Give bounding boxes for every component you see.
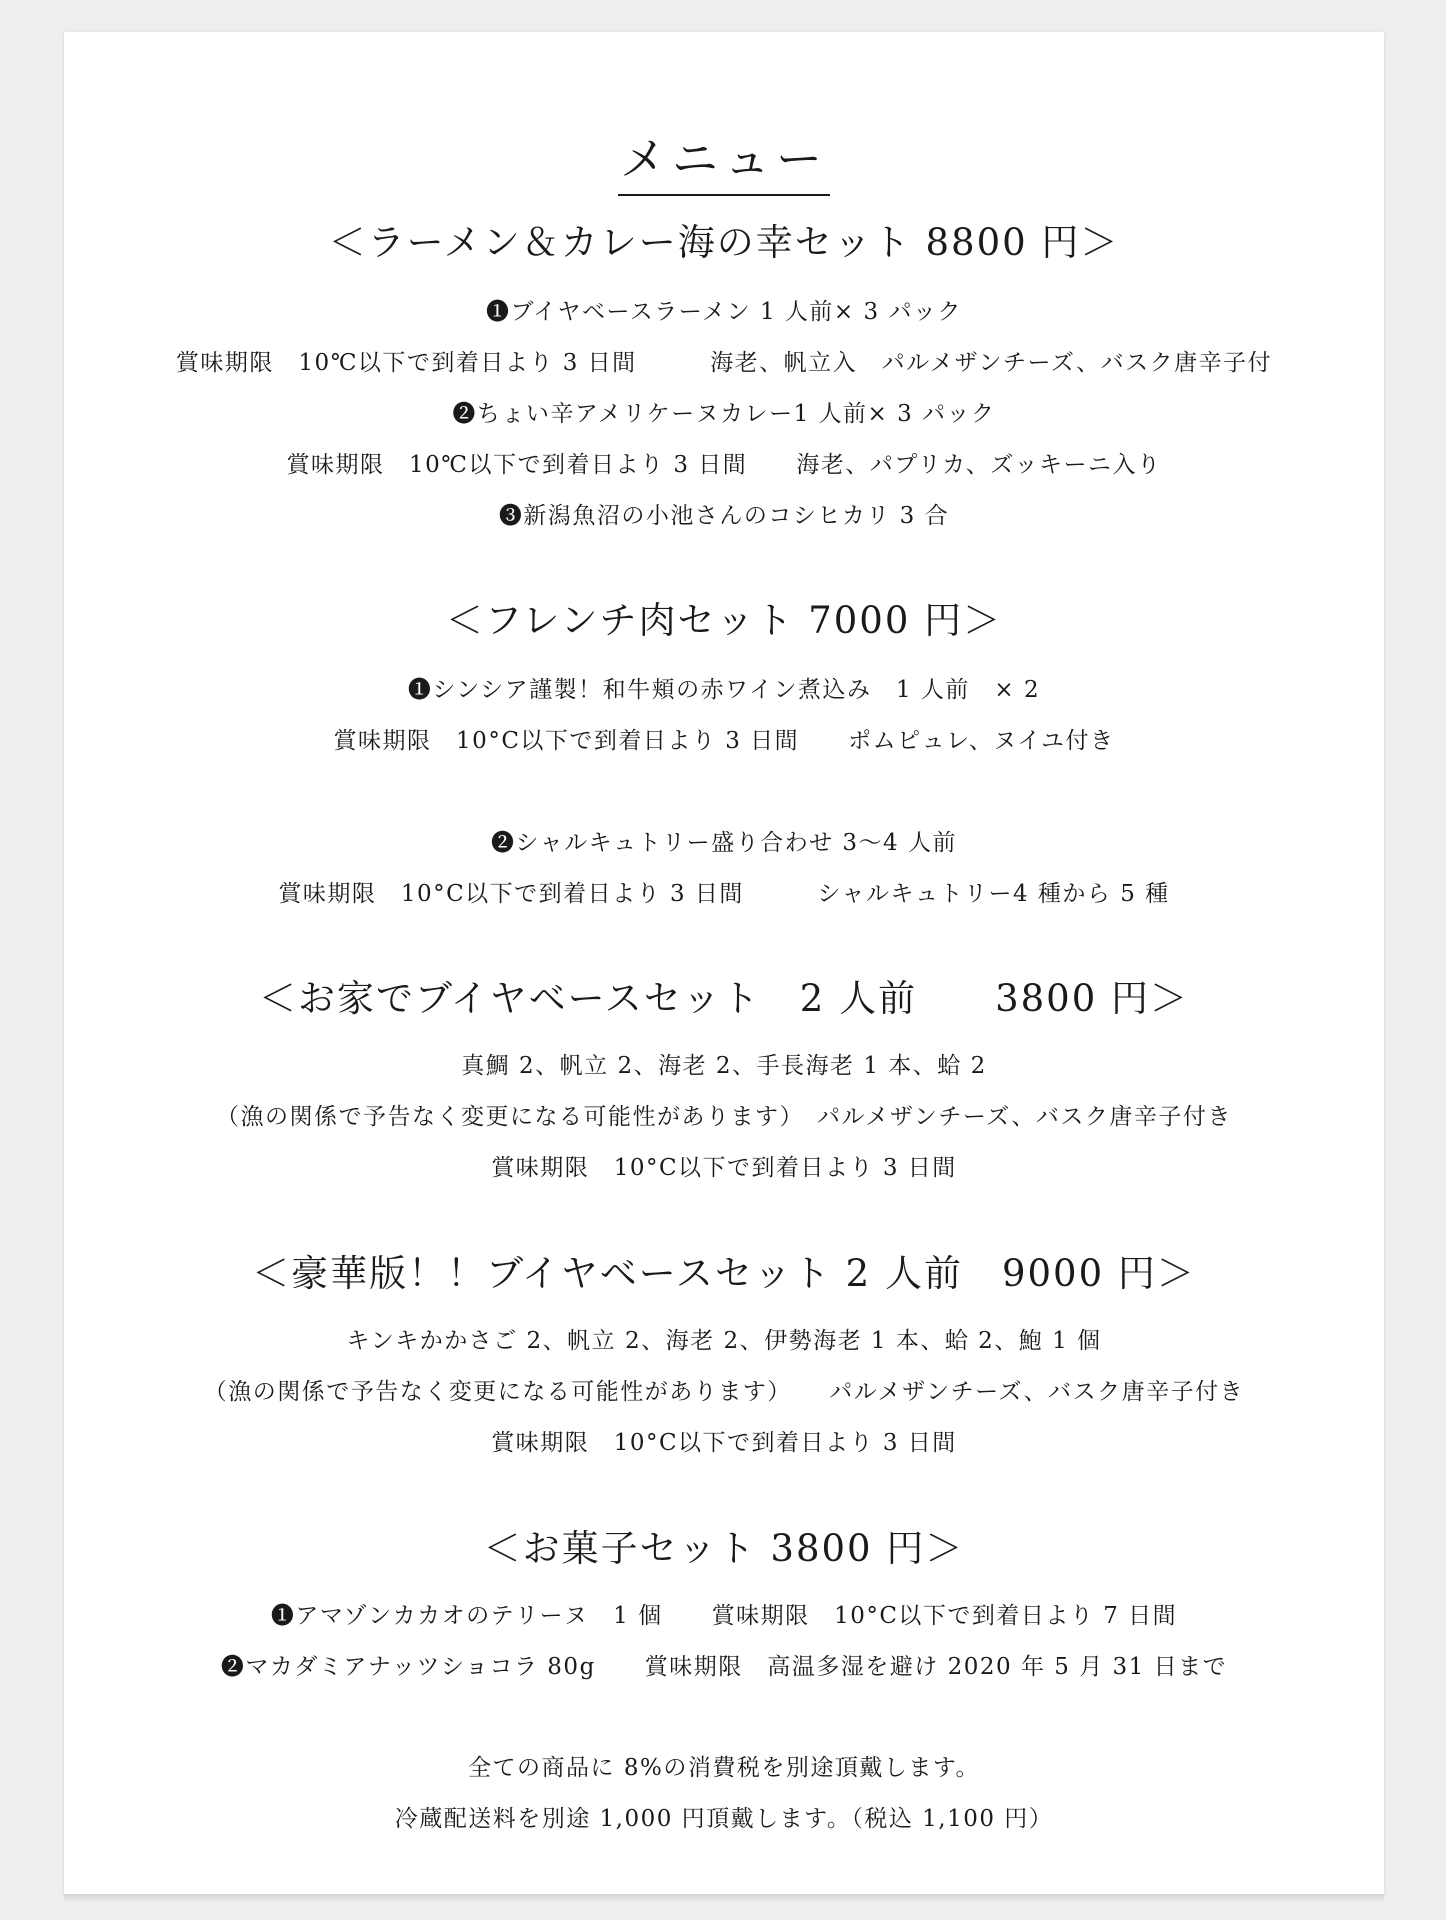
bouillabaisse-set-note: （漁の関係で予告なく変更になる可能性があります） パルメザンチーズ、バスク唐辛子付き [216,1104,1232,1130]
section-heading-sweets-set: ＜お菓子セット 3800 円＞ [483,1527,965,1570]
menu-page [64,32,1384,1894]
deluxe-set-note: （漁の関係で予告なく変更になる可能性があります） パルメザンチーズ、バスク唐辛子付き [203,1379,1245,1405]
meat-set-item-1: ❶シンシア謹製！和牛頬の赤ワイン煮込み 1 人前 × 2 [407,677,1041,703]
bouillabaisse-set-expiry: 賞味期限 10°C以下で到着日より 3 日間 [491,1155,957,1181]
page-shadow [64,1894,1384,1902]
meat-set-item-2-details: 賞味期限 10°C以下で到着日より 3 日間 シャルキュトリー4 種から 5 種 [278,881,1170,907]
tax-note: 全ての商品に 8%の消費税を別途頂戴します。 [468,1755,980,1781]
shipping-note: 冷蔵配送料を別途 1,000 円頂戴します。（税込 1,100 円） [394,1806,1054,1832]
ramen-set-item-1-details: 賞味期限 10℃以下で到着日より 3 日間 海老、帆立入 パルメザンチーズ、バスク唐辛子付 [175,350,1273,376]
ramen-set-item-3: ❸新潟魚沼の小池さんのコシヒカリ 3 合 [498,503,950,529]
ramen-set-item-2: ❷ちょい辛アメリケーヌカレー1 人前× 3 パック [452,401,996,427]
meat-set-item-2: ❷シャルキュトリー盛り合わせ 3～4 人前 [491,830,957,856]
meat-set-item-1-details: 賞味期限 10°C以下で到着日より 3 日間 ポムピュレ、ヌイユ付き [333,728,1115,754]
ramen-set-item-1: ❶ブイヤベースラーメン 1 人前× 3 パック [486,299,962,325]
deluxe-set-contents: キンキかかさご 2、帆立 2、海老 2、伊勢海老 1 本、蛤 2、鮑 1 個 [346,1328,1102,1354]
section-heading-ramen-curry-set: ＜ラーメン＆カレー海の幸セット 8800 円＞ [328,221,1120,264]
deluxe-set-expiry: 賞味期限 10°C以下で到着日より 3 日間 [491,1430,957,1456]
sweets-set-item-2: ❷マカダミアナッツショコラ 80g 賞味期限 高温多湿を避け 2020 年 5 月 31 日まで [220,1654,1228,1680]
menu-title: メニュー [64,128,1384,196]
ramen-set-item-2-details: 賞味期限 10℃以下で到着日より 3 日間 海老、パプリカ、ズッキーニ入り [286,452,1162,478]
section-heading-bouillabaisse-set: ＜お家でブイヤベースセット 2 人前 3800 円＞ [258,977,1190,1020]
bouillabaisse-set-contents: 真鯛 2、帆立 2、海老 2、手長海老 1 本、蛤 2 [461,1053,987,1079]
section-heading-deluxe-bouillabaisse-set: ＜豪華版！！ブイヤベースセット 2 人前 9000 円＞ [252,1252,1196,1295]
sweets-set-item-1: ❶アマゾンカカオのテリーヌ 1 個 賞味期限 10°C以下で到着日より 7 日間 [270,1603,1178,1629]
section-heading-french-meat-set: ＜フレンチ肉セット 7000 円＞ [445,599,1003,642]
